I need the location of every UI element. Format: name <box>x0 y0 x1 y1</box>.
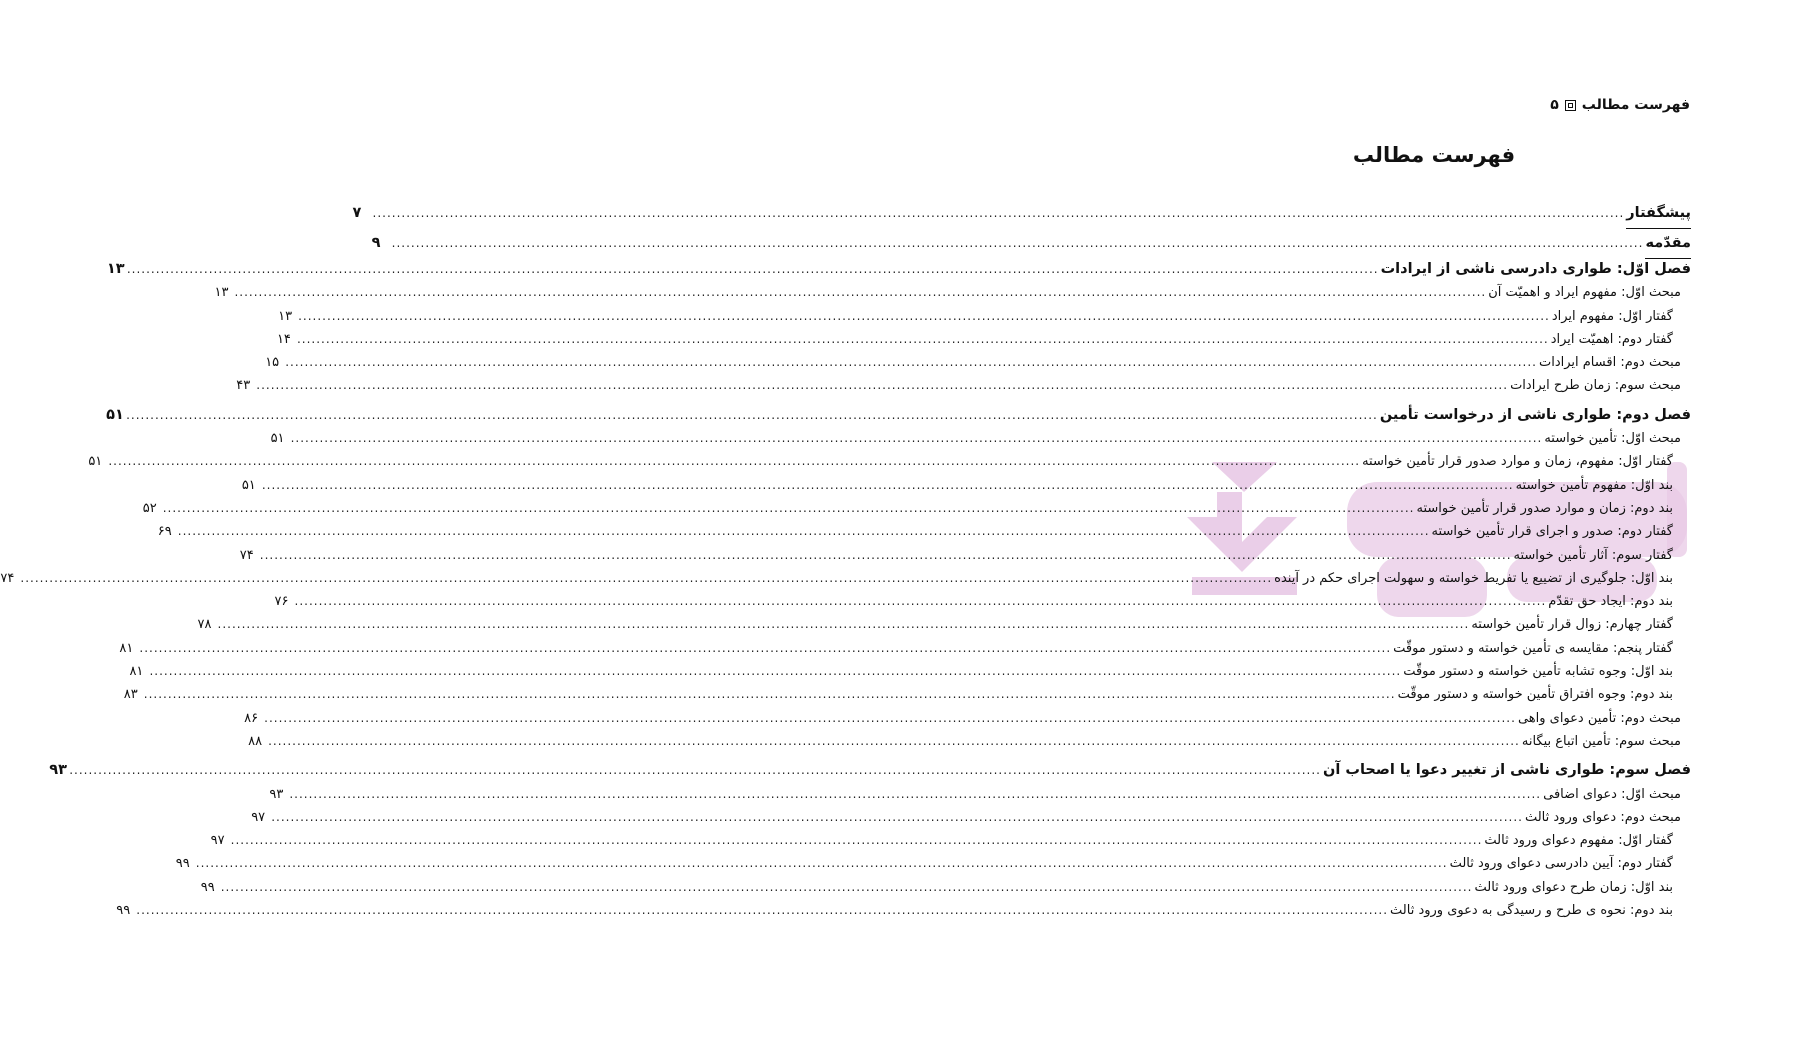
toc-entry-page: ۹۹ <box>116 903 131 919</box>
toc-entry-page: ۹۷ <box>251 809 266 825</box>
toc-entry <box>0 567 1691 590</box>
toc-dot-leader: .................................................................................................................................................................................................................................................................... <box>264 710 1516 725</box>
toc-entry <box>200 876 1691 899</box>
toc-entry-title: گفتار دوم: اهمیّت ایراد <box>1550 331 1673 347</box>
toc-entry-page: ۹۷ <box>210 833 225 849</box>
toc-entry <box>251 806 1691 829</box>
toc-dot-leader: .................................................................................................................................................................................................................................................................... <box>195 856 1448 871</box>
toc-dot-leader: .................................................................................................................................................................................................................................................................... <box>217 617 1470 632</box>
toc-entry-page: ۱۳ <box>278 308 293 324</box>
toc-entry-page: ۷۶ <box>274 594 289 610</box>
toc-entry-title: مبحث سوم: تأمین اتباع بیگانه <box>1521 733 1681 749</box>
toc-dot-leader: .................................................................................................................................................................................................................................................................... <box>143 687 1396 702</box>
toc-entry-title: مبحث دوم: تأمین دعوای واهی <box>1517 710 1681 726</box>
toc-entry <box>123 683 1691 706</box>
toc-entry-title: فصل دوم: طواری ناشی از درخواست تأمین <box>1379 406 1691 423</box>
toc-entry-title: بند دوم: زمان و موارد صدور قرار تأمین خواسته <box>1416 500 1673 516</box>
toc-entry-title: مقدّمه <box>1645 228 1691 259</box>
toc-entry-title: مبحث سوم: زمان طرح ایرادات <box>1510 378 1681 394</box>
toc-entry <box>371 228 1691 258</box>
toc-entry <box>116 899 1691 922</box>
toc-entry <box>236 374 1691 397</box>
toc-entry <box>241 474 1691 497</box>
toc-dot-leader: .................................................................................................................................................................................................................................................................... <box>126 407 1378 422</box>
toc-dot-leader: .................................................................................................................................................................................................................................................................... <box>149 664 1402 679</box>
toc-entry-page: ۵۱ <box>241 477 256 493</box>
toc-entry-page: ۴۳ <box>236 378 251 394</box>
toc-dot-leader: .................................................................................................................................................................................................................................................................... <box>372 206 1625 220</box>
toc-entry <box>106 258 1691 281</box>
toc-entry-title: بند دوم: وجوه افتراق تأمین خواسته و دستور موقّت <box>1397 687 1673 703</box>
toc-dot-leader: .................................................................................................................................................................................................................................................................... <box>230 833 1483 848</box>
toc-entry-title: گفتار دوم: آیین دادرسی دعوای ورود ثالث <box>1449 856 1673 872</box>
toc-dot-leader: .................................................................................................................................................................................................................................................................... <box>108 454 1361 469</box>
toc-entry <box>265 351 1691 374</box>
toc-entry-page: ۹۳ <box>269 786 284 802</box>
toc-entry-page: ۸۶ <box>244 710 259 726</box>
toc-dot-leader: .................................................................................................................................................................................................................................................................... <box>162 500 1415 515</box>
toc-entry-page: ۱۴ <box>276 331 291 347</box>
toc-entry <box>119 637 1691 660</box>
toc-entry-title: مبحث دوم: اقسام ایرادات <box>1538 355 1681 371</box>
toc-entry-title: گفتار اوّل: مفهوم، زمان و موارد صدور قرار تأمین خواسته <box>1362 454 1673 470</box>
toc-entry-title: مبحث اوّل: دعوای اضافی <box>1543 786 1681 802</box>
toc-dot-leader: .................................................................................................................................................................................................................................................................... <box>220 879 1473 894</box>
toc-entry-page: ۵۲ <box>142 500 157 516</box>
toc-entry <box>49 759 1691 782</box>
toc-entry-title: مبحث اوّل: تأمین خواسته <box>1544 431 1681 447</box>
toc-entry-page: ۹۹ <box>175 856 190 872</box>
page-title: فهرست مطالب <box>1352 143 1516 167</box>
toc-dot-leader: .................................................................................................................................................................................................................................................................... <box>256 378 1509 393</box>
toc-dot-leader: .................................................................................................................................................................................................................................................................... <box>234 285 1487 300</box>
toc-entry-page: ۸۸ <box>248 733 263 749</box>
toc-entry-title: گفتار اوّل: مفهوم دعوای ورود ثالث <box>1484 833 1673 849</box>
toc-entry <box>248 730 1691 753</box>
header-page-number: ۵ <box>1550 97 1559 113</box>
square-ornament-icon <box>1565 100 1576 111</box>
toc-dot-leader: .................................................................................................................................................................................................................................................................... <box>294 594 1547 609</box>
toc-entry <box>197 613 1691 636</box>
toc-entry-page: ۵۱ <box>106 406 124 423</box>
toc-entry-page: ۷۴ <box>239 547 254 563</box>
toc-entry-title: گفتار چهارم: زوال قرار تأمین خواسته <box>1471 617 1673 633</box>
toc-entry-title: گفتار اوّل: مفهوم ایراد <box>1551 308 1673 324</box>
toc-dot-leader: .................................................................................................................................................................................................................................................................... <box>391 236 1644 250</box>
toc-dot-leader: .................................................................................................................................................................................................................................................................... <box>261 477 1514 492</box>
toc-entry-title: فصل اوّل: طواری دادرسی ناشی از ایرادات <box>1380 261 1691 277</box>
table-of-contents <box>0 198 1691 922</box>
toc-entry <box>214 281 1691 304</box>
toc-entry <box>269 783 1691 806</box>
toc-dot-leader: .................................................................................................................................................................................................................................................................... <box>177 524 1430 539</box>
toc-dot-leader: .................................................................................................................................................................................................................................................................... <box>296 331 1549 346</box>
running-header <box>1550 97 1690 113</box>
toc-entry-title: بند اوّل: جلوگیری از تضییع یا تفریط خواسته و سهولت اجرای حکم در آینده <box>1274 570 1673 586</box>
toc-entry-page: ۶۹ <box>157 524 172 540</box>
toc-entry-title: پیشگفتار <box>1626 198 1691 229</box>
toc-dot-leader: .................................................................................................................................................................................................................................................................... <box>136 903 1389 918</box>
toc-entry-page: ۵۱ <box>270 431 285 447</box>
toc-entry <box>278 305 1691 328</box>
toc-entry-title: گفتار پنجم: مقایسه ی تأمین خواسته و دستور موقّت <box>1393 640 1673 656</box>
toc-entry-title: فصل سوم: طواری ناشی از تغییر دعوا یا اصحاب آن <box>1322 762 1691 779</box>
toc-entry-page: ۱۳ <box>106 261 125 277</box>
toc-entry-page: ۹ <box>371 235 381 251</box>
toc-entry <box>244 707 1691 730</box>
toc-entry-title: بند اوّل: زمان طرح دعوای ورود ثالث <box>1474 879 1673 895</box>
toc-entry <box>210 829 1691 852</box>
toc-entry <box>142 497 1691 520</box>
toc-entry <box>157 520 1691 543</box>
toc-entry-page: ۱۵ <box>265 355 280 371</box>
toc-entry <box>106 404 1691 427</box>
toc-entry-page: ۸۱ <box>129 664 144 680</box>
toc-dot-leader: .................................................................................................................................................................................................................................................................... <box>268 733 1520 748</box>
toc-entry <box>276 328 1691 351</box>
toc-entry <box>239 544 1691 567</box>
toc-entry-title: بند اوّل: مفهوم تأمین خواسته <box>1515 477 1673 493</box>
toc-dot-leader: .................................................................................................................................................................................................................................................................... <box>126 262 1379 276</box>
toc-dot-leader: .................................................................................................................................................................................................................................................................... <box>290 431 1543 446</box>
toc-entry-page: ۸۳ <box>123 687 138 703</box>
toc-entry-title: بند اوّل: وجوه تشابه تأمین خواسته و دستور موقّت <box>1403 664 1673 680</box>
header-title: فهرست مطالب <box>1581 97 1690 113</box>
toc-entry <box>274 590 1691 613</box>
toc-entry-title: گفتار سوم: آثار تأمین خواسته <box>1513 547 1673 563</box>
toc-entry <box>175 852 1691 875</box>
toc-dot-leader: .................................................................................................................................................................................................................................................................... <box>20 570 1273 585</box>
toc-entry <box>129 660 1691 683</box>
toc-dot-leader: .................................................................................................................................................................................................................................................................... <box>259 547 1512 562</box>
toc-dot-leader: .................................................................................................................................................................................................................................................................... <box>289 786 1542 801</box>
toc-dot-leader: .................................................................................................................................................................................................................................................................... <box>298 308 1550 323</box>
toc-entry <box>352 198 1691 228</box>
toc-entry <box>88 450 1691 473</box>
toc-entry-page: ۹۹ <box>200 879 215 895</box>
toc-dot-leader: .................................................................................................................................................................................................................................................................... <box>139 640 1392 655</box>
toc-dot-leader: .................................................................................................................................................................................................................................................................... <box>69 763 1321 778</box>
toc-entry-page: ۷ <box>352 205 362 221</box>
toc-entry-page: ۸۱ <box>119 640 134 656</box>
toc-entry-title: مبحث دوم: دعوای ورود ثالث <box>1524 809 1681 825</box>
toc-entry-page: ۷۴ <box>0 570 15 586</box>
toc-dot-leader: .................................................................................................................................................................................................................................................................... <box>285 355 1537 370</box>
toc-dot-leader: .................................................................................................................................................................................................................................................................... <box>271 809 1523 824</box>
toc-entry-title: بند دوم: نحوه ی طرح و رسیدگی به دعوی ورود ثالث <box>1390 903 1673 919</box>
toc-entry-page: ۷۸ <box>197 617 212 633</box>
toc-entry-title: گفتار دوم: صدور و اجرای قرار تأمین خواسته <box>1431 524 1673 540</box>
toc-entry <box>270 427 1691 450</box>
toc-entry-title: مبحث اوّل: مفهوم ایراد و اهمیّت آن <box>1488 285 1681 301</box>
toc-entry-page: ۱۳ <box>214 285 229 301</box>
toc-entry-page: ۹۳ <box>49 762 67 779</box>
toc-entry-title: بند دوم: ایجاد حق تقدّم <box>1548 594 1673 610</box>
toc-entry-page: ۵۱ <box>88 454 103 470</box>
